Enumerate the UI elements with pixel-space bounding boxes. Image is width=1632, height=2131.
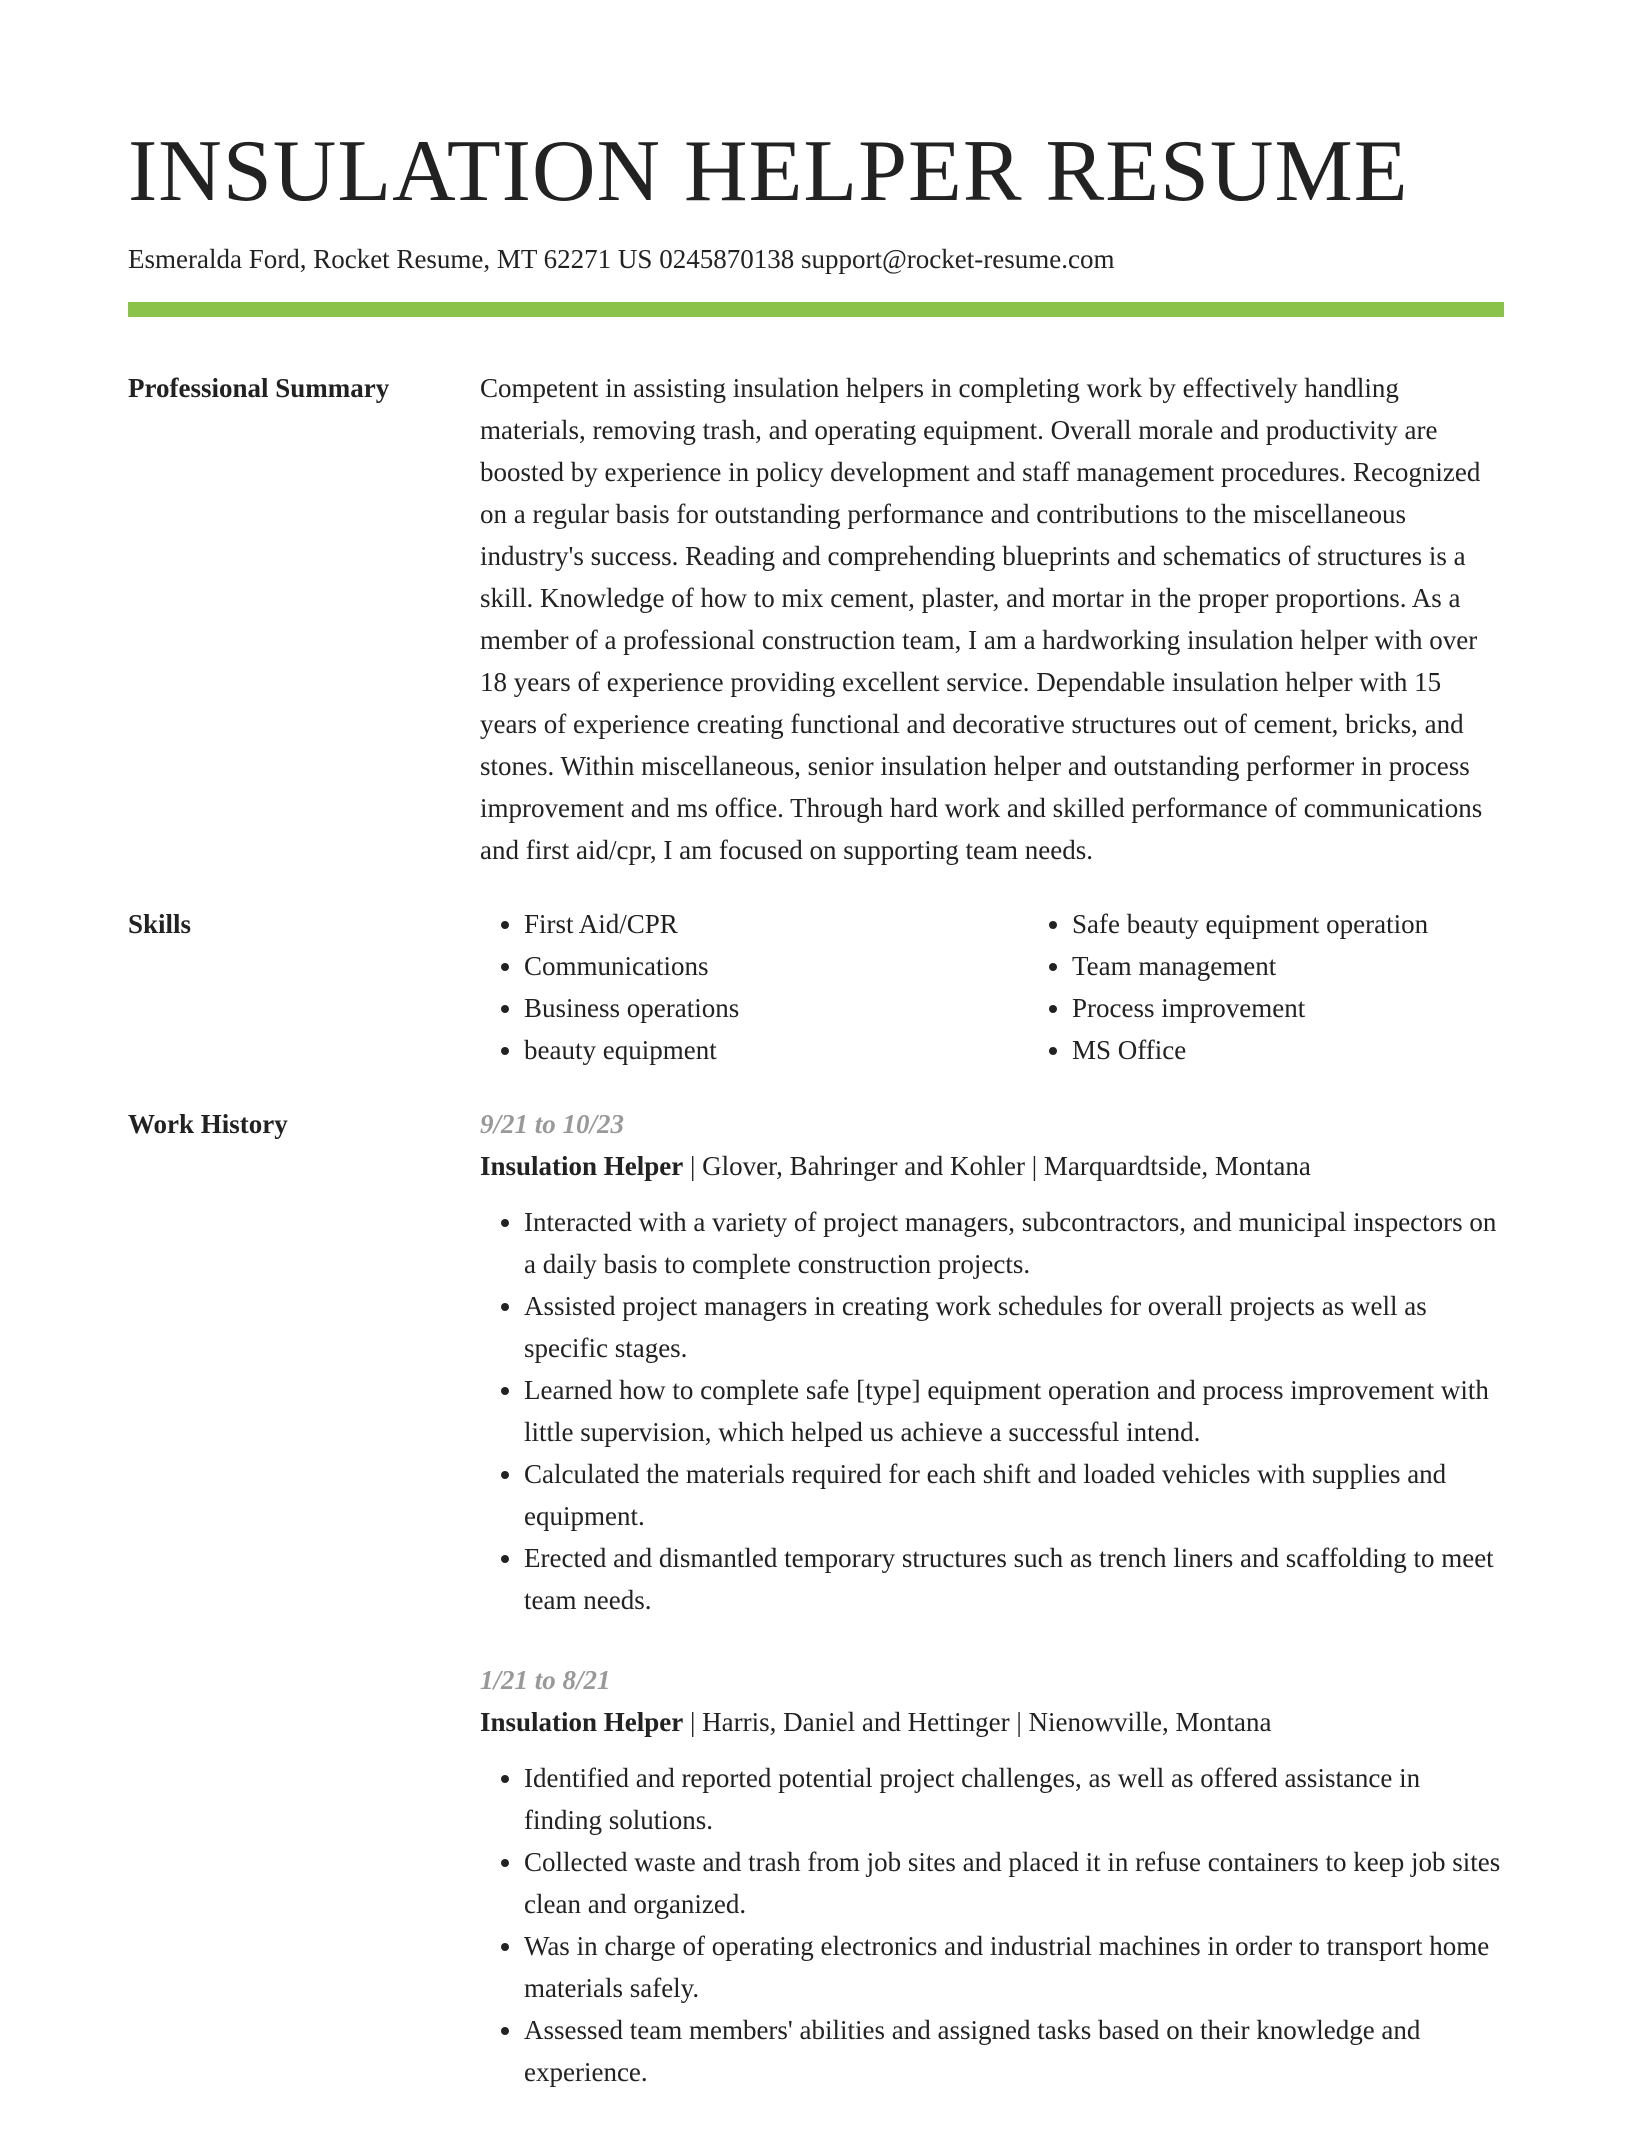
work-history-section: [128, 1103, 1504, 2131]
resume-page: [128, 0, 1504, 2131]
job-bullets: [480, 1757, 1504, 2093]
section-label-skills: Skills: [128, 909, 192, 939]
professional-summary-section: [128, 367, 1504, 871]
section-label-work: Work History: [128, 1109, 288, 1139]
skill-item: • Team management: [1072, 945, 1576, 987]
job-bullets: [480, 1201, 1504, 1621]
summary-text: Competent in assisting insulation helpers in completing work by effectively handling materials, removing trash, and operating equipment. Overall morale and productivity are boosted by experience in policy development and staff management procedures. Recognized on a regular basis for outstanding performance and contributions to the miscellaneous industry's success. Reading and comprehending blueprints and schematics of structures is a skill. Knowledge of how to mix cement, plaster, and mortar in the proper proportions. As a member of a professional construction team, I am a hardworking insulation helper with over 18 years of experience providing excellent service. Dependable insulation helper with 15 years of experience creating functional and decorative structures out of cement, bricks, and stones. Within miscellaneous, senior insulation helper and outstanding performer in process improvement and ms office. Through hard work and skilled performance of communications and first aid/cpr, I am focused on supporting team needs.: [480, 373, 1483, 865]
job-bullet: • Was in charge of operating electronics and industrial machines in order to transport home materials safely.: [524, 1925, 1504, 2009]
job-dates: 9/21 to 10/23: [480, 1109, 625, 1139]
skills-column-right: [1028, 903, 1576, 1071]
contact-line: Esmeralda Ford, Rocket Resume, MT 62271 US 0245870138 support@rocket-resume.com: [128, 244, 1115, 274]
job-bullet: • Identified and reported potential project challenges, as well as offered assistance in finding solutions.: [524, 1757, 1504, 1841]
skills-body: [480, 903, 1576, 1071]
section-label-summary: Professional Summary: [128, 373, 390, 403]
skill-item: • beauty equipment: [524, 1029, 1028, 1071]
skill-item: • Process improvement: [1072, 987, 1576, 1029]
job-bullet: • Learned how to complete safe [type] equipment operation and process improvement with little supervision, which helped us achieve a successful intend.: [524, 1369, 1504, 1453]
job-bullet: • Erected and dismantled temporary structures such as trench liners and scaffolding to meet team needs.: [524, 1537, 1504, 1621]
skill-item: • First Aid/CPR: [524, 903, 1028, 945]
work-history-body: [480, 1103, 1504, 2131]
skill-item: • Safe beauty equipment operation: [1072, 903, 1576, 945]
accent-divider: [128, 302, 1504, 317]
skills-section: [128, 903, 1504, 1071]
job-title: Insulation Helper: [480, 1151, 684, 1181]
job-entry: [480, 1103, 1504, 1621]
skill-item: • Communications: [524, 945, 1028, 987]
skills-column-left: [480, 903, 1028, 1071]
job-bullet: • Calculated the materials required for each shift and loaded vehicles with supplies and equipment.: [524, 1453, 1504, 1537]
job-bullet: • Interacted with a variety of project managers, subcontractors, and municipal inspectors on a daily basis to complete construction projects.: [524, 1201, 1504, 1285]
skills-grid: [480, 903, 1576, 1071]
skill-item: • Business operations: [524, 987, 1028, 1029]
job-dates: 1/21 to 8/21: [480, 1665, 611, 1695]
skill-item: • MS Office: [1072, 1029, 1576, 1071]
job-bullet: • Assisted project managers in creating work schedules for overall projects as well as specific stages.: [524, 1285, 1504, 1369]
job-entry: [480, 1659, 1504, 2093]
resume-title: INSULATION HELPER RESUME: [128, 123, 1409, 220]
job-employer-location: | Harris, Daniel and Hettinger | Nienowville, Montana: [683, 1707, 1272, 1737]
job-bullet: • Assessed team members' abilities and assigned tasks based on their knowledge and experience.: [524, 2009, 1504, 2093]
job-heading: [480, 1145, 1504, 1187]
job-heading: [480, 1701, 1504, 1743]
job-bullet: • Collected waste and trash from job sites and placed it in refuse containers to keep job sites clean and organized.: [524, 1841, 1504, 1925]
job-employer-location: | Glover, Bahringer and Kohler | Marquardtside, Montana: [683, 1151, 1311, 1181]
job-title: Insulation Helper: [480, 1707, 684, 1737]
